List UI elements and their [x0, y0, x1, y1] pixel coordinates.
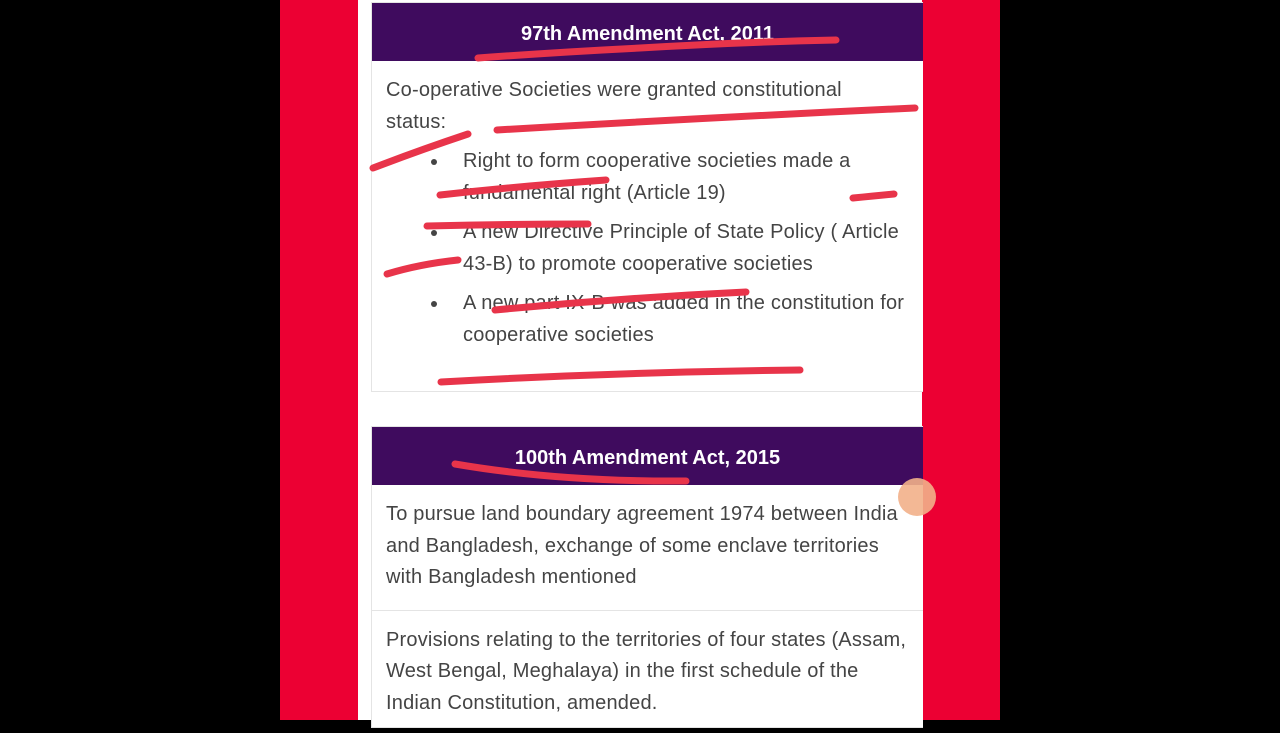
left-frame [280, 0, 358, 720]
document-page [358, 0, 922, 720]
card-paragraph: Provisions relating to the territories of four states (Assam, West Bengal, Meghalaya) in the first schedule of the Indian Constitution, amended. [372, 611, 923, 733]
list-item: • A new Directive Principle of State Policy ( Article 43-B) to promote cooperative societies [449, 217, 909, 280]
card-title: 100th Amendment Act, 2015 [372, 427, 923, 485]
card-title: 97th Amendment Act, 2011 [372, 3, 923, 61]
card-intro: Co-operative Societies were granted constitutional status: [386, 75, 896, 138]
card-paragraph: To pursue land boundary agreement 1974 between India and Bangladesh, exchange of some enclave territories with Bangladesh mentioned [372, 485, 923, 610]
amendment-card-100 [371, 426, 923, 728]
bullet-list [386, 146, 909, 351]
list-item: • A new part IX-B was added in the constitution for cooperative societies [449, 288, 909, 351]
right-frame [922, 0, 1000, 720]
touch-indicator-icon [898, 478, 936, 516]
list-item: • Right to form cooperative societies made a fundamental right (Article 19) [449, 146, 909, 209]
amendment-card-97 [371, 2, 923, 392]
